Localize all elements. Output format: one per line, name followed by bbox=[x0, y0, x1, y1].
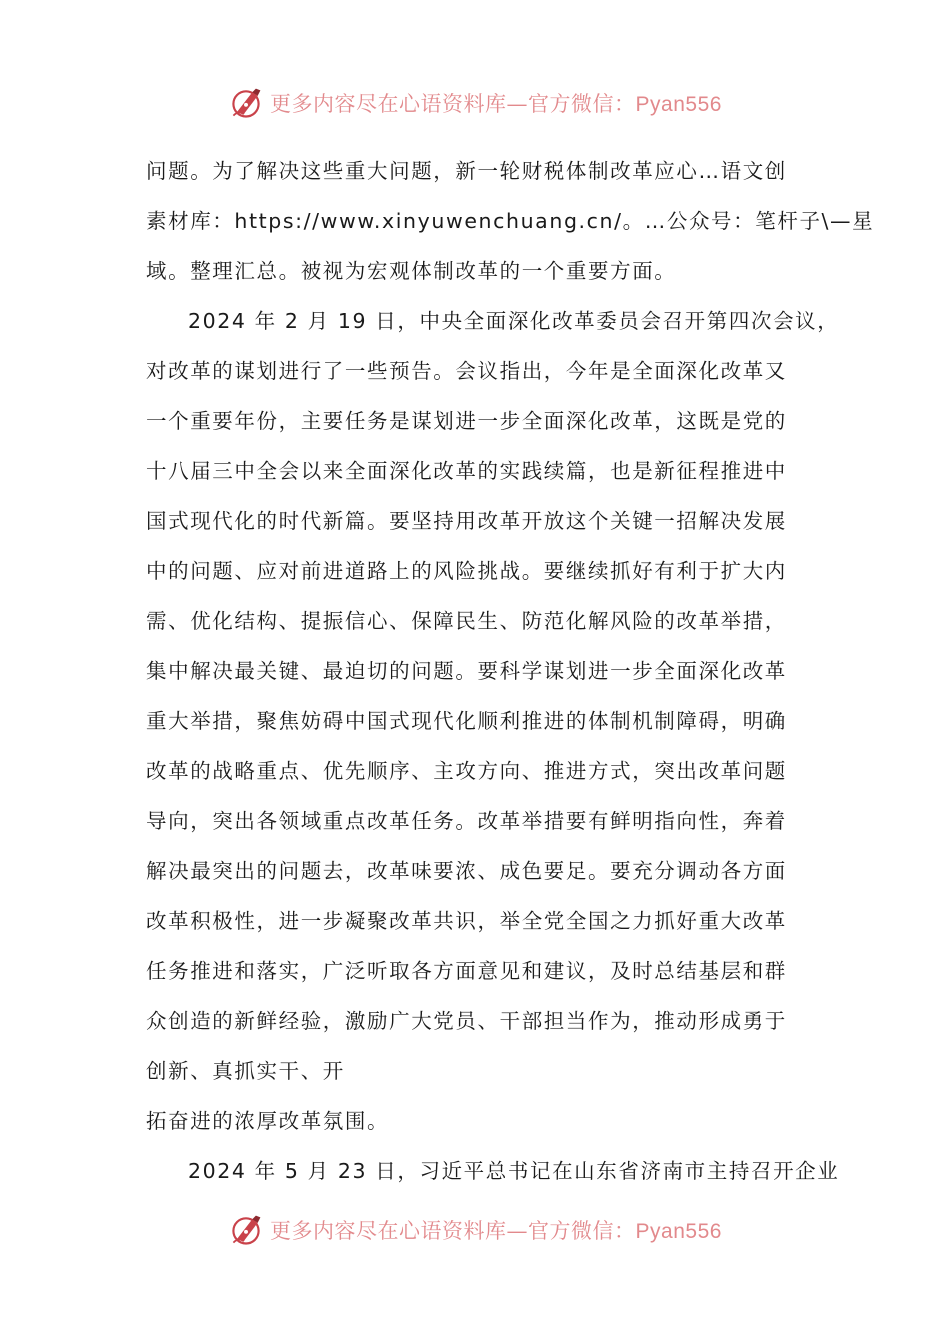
pen-nib-logo-icon bbox=[228, 85, 264, 121]
text-line: 改革积极性，进一步凝聚改革共识，举全党全国之力抓好重大改革 bbox=[146, 909, 787, 933]
footer-banner-text: 更多内容尽在心语资料库—官方微信：Pyan556 bbox=[270, 1219, 722, 1243]
footer-banner-content bbox=[228, 1212, 722, 1248]
text-line: 众创造的新鲜经验，激励广大党员、干部担当作为，推动形成勇于 bbox=[146, 1009, 787, 1033]
text-line: 一个重要年份，主要任务是谋划进一步全面深化改革，这既是党的 bbox=[146, 409, 787, 433]
text-line: 拓奋进的浓厚改革氛围。 bbox=[146, 1109, 390, 1133]
text-line: 导向，突出各领域重点改革任务。改革举措要有鲜明指向性，奔着 bbox=[146, 809, 787, 833]
text-line: 对改革的谋划进行了一些预告。会议指出，今年是全面深化改革又 bbox=[146, 359, 787, 383]
header-banner bbox=[0, 81, 950, 125]
paragraph-start-line: 2024 年 2 月 19 日，中央全面深化改革委员会召开第四次会议， bbox=[188, 309, 840, 333]
text-line: 问题。为了解决这些重大问题，新一轮财税体制改革应心…语文创 bbox=[146, 159, 787, 183]
footer-wechat-id: Pyan556 bbox=[635, 1220, 722, 1243]
text-line: 国式现代化的时代新篇。要坚持用改革开放这个关键一招解决发展 bbox=[146, 509, 787, 533]
text-line: 创新、真抓实干、开 bbox=[146, 1059, 345, 1083]
text-line: 中的问题、应对前进道路上的风险挑战。要继续抓好有利于扩大内 bbox=[146, 559, 787, 583]
text-line: 任务推进和落实，广泛听取各方面意见和建议，及时总结基层和群 bbox=[146, 959, 787, 983]
text-line: 解决最突出的问题去，改革味要浓、成色要足。要充分调动各方面 bbox=[146, 859, 787, 883]
paragraph-start-line: 2024 年 5 月 23 日，习近平总书记在山东省济南市主持召开企业 bbox=[188, 1159, 840, 1183]
text-line: 集中解决最关键、最迫切的问题。要科学谋划进一步全面深化改革 bbox=[146, 659, 787, 683]
footer-banner bbox=[0, 1208, 950, 1252]
text-line: 需、优化结构、提振信心、保障民生、防范化解风险的改革举措， bbox=[146, 609, 787, 633]
text-line: 重大举措，聚焦妨碍中国式现代化顺利推进的体制机制障碍，明确 bbox=[146, 709, 787, 733]
text-line: 域。整理汇总。被视为宏观体制改革的一个重要方面。 bbox=[146, 259, 677, 283]
header-banner-text: 更多内容尽在心语资料库—官方微信：Pyan556 bbox=[270, 92, 722, 116]
document-body bbox=[146, 146, 875, 1196]
pen-nib-logo-icon bbox=[228, 1212, 264, 1248]
header-wechat-id: Pyan556 bbox=[635, 93, 722, 116]
text-line: 十八届三中全会以来全面深化改革的实践续篇，也是新征程推进中 bbox=[146, 459, 787, 483]
header-banner-content bbox=[228, 85, 722, 121]
text-line: 改革的战略重点、优先顺序、主攻方向、推进方式，突出改革问题 bbox=[146, 759, 787, 783]
text-line: 素材库：https://www.xinyuwenchuang.cn/。…公众号：笔杆子\—星 bbox=[146, 209, 875, 233]
